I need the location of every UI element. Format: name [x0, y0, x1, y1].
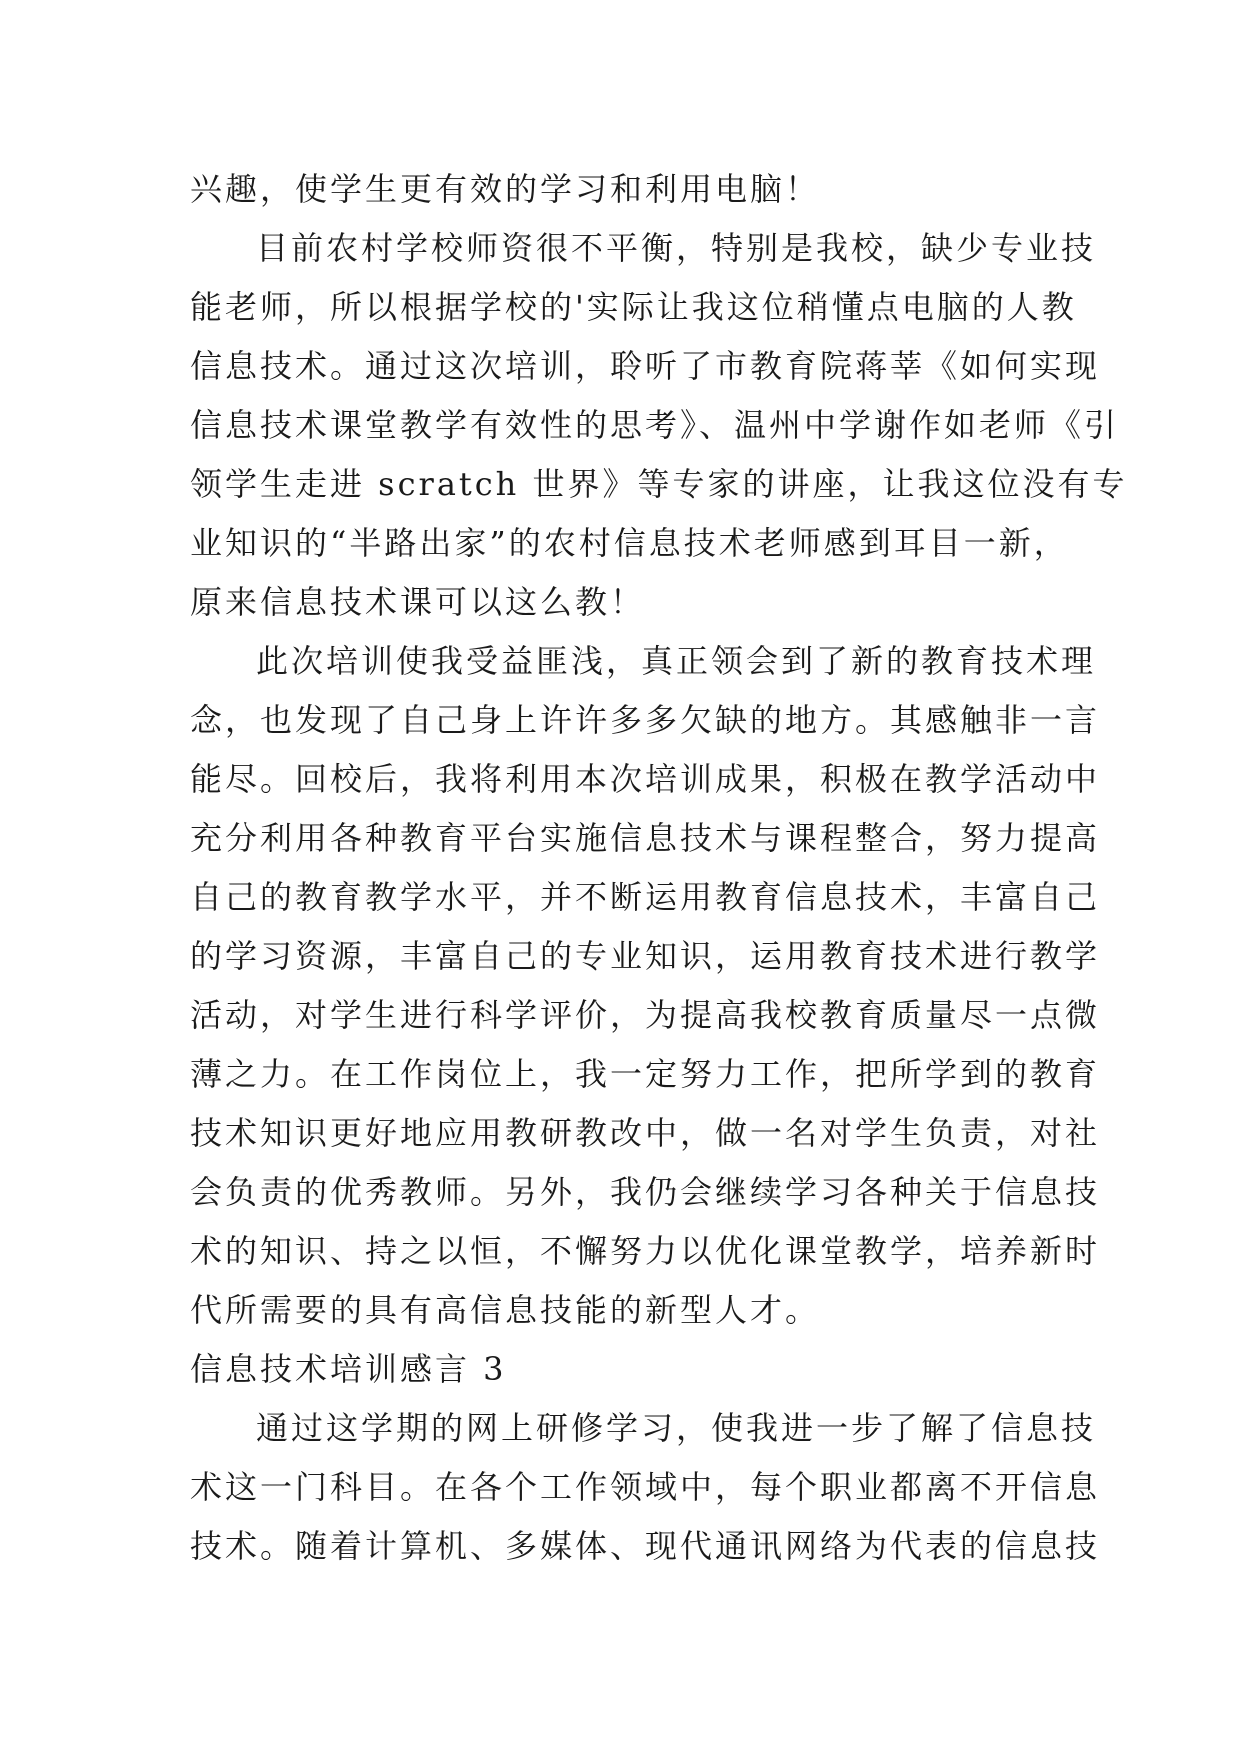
paragraph-start-line: 目前农村学校师资很不平衡，特别是我校，缺少专业技 — [256, 229, 1097, 267]
text-line: 充分利用各种教育平台实施信息技术与课程整合，努力提高 — [190, 819, 1101, 857]
text-line: 自己的教育教学水平，并不断运用教育信息技术，丰富自己 — [190, 878, 1101, 916]
document-body — [190, 160, 1128, 1576]
text-line: 业知识的“半路出家”的农村信息技术老师感到耳目一新， — [190, 524, 1069, 562]
text-line: 信息技术课堂教学有效性的思考》、温州中学谢作如老师《引 — [190, 406, 1120, 444]
section-heading: 信息技术培训感言 3 — [190, 1350, 507, 1388]
text-line: 领学生走进 scratch 世界》等专家的讲座，让我这位没有专 — [190, 465, 1128, 503]
text-line: 技术知识更好地应用教研教改中，做一名对学生负责，对社 — [190, 1114, 1101, 1152]
text-line: 活动，对学生进行科学评价，为提高我校教育质量尽一点微 — [190, 996, 1101, 1034]
text-line: 薄之力。在工作岗位上，我一定努力工作，把所学到的教育 — [190, 1055, 1101, 1093]
text-line: 原来信息技术课可以这么教！ — [190, 583, 646, 621]
text-line: 术这一门科目。在各个工作领域中，每个职业都离不开信息 — [190, 1468, 1101, 1506]
text-line: 会负责的优秀教师。另外，我仍会继续学习各种关于信息技 — [190, 1173, 1101, 1211]
text-line: 念，也发现了自己身上许许多多欠缺的地方。其感触非一言 — [190, 701, 1101, 739]
text-line: 代所需要的具有高信息技能的新型人才。 — [190, 1291, 821, 1329]
paragraph-start-line: 通过这学期的网上研修学习，使我进一步了解了信息技 — [256, 1409, 1097, 1447]
paragraph-start-line: 此次培训使我受益匪浅，真正领会到了新的教育技术理 — [256, 642, 1097, 680]
text-line: 信息技术。通过这次培训，聆听了市教育院蒋莘《如何实现 — [190, 347, 1101, 385]
text-line: 兴趣，使学生更有效的学习和利用电脑！ — [190, 170, 821, 208]
text-line: 能老师，所以根据学校的'实际让我这位稍懂点电脑的人教 — [190, 288, 1077, 326]
text-line: 技术。随着计算机、多媒体、现代通讯网络为代表的信息技 — [190, 1527, 1101, 1565]
text-line: 的学习资源，丰富自己的专业知识，运用教育技术进行教学 — [190, 937, 1101, 975]
text-line: 能尽。回校后，我将利用本次培训成果，积极在教学活动中 — [190, 760, 1101, 798]
text-line: 术的知识、持之以恒，不懈努力以优化课堂教学，培养新时 — [190, 1232, 1101, 1270]
